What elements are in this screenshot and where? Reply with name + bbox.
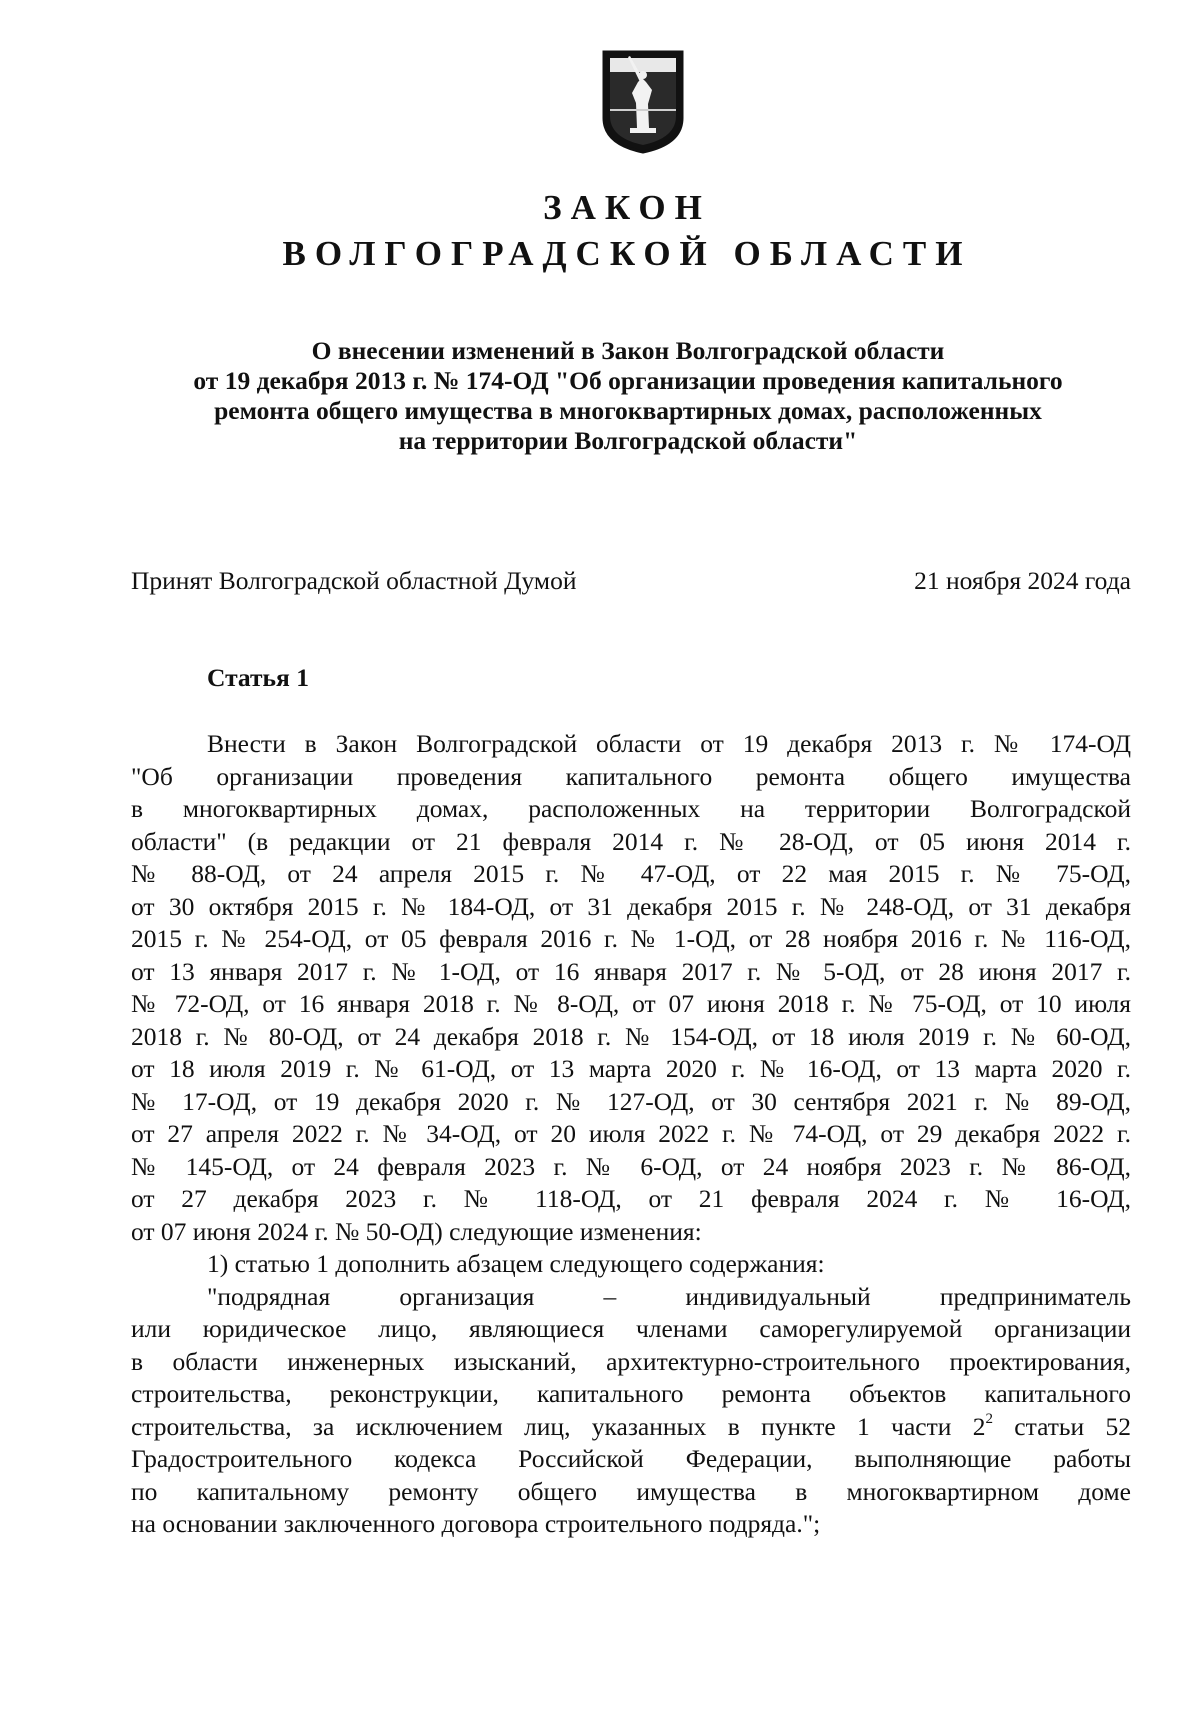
body-line: 2015 г. № 254-ОД, от 05 февраля 2016 г. № 1-ОД, от 28 ноября 2016 г. № 116-ОД, [131,924,1131,953]
body-line: Внести в Закон Волгоградской области от 19 декабря 2013 г. № 174-ОД [207,729,1131,758]
quote-line-text: статьи 52 [992,1411,1131,1441]
body-line: области" (в редакции от 21 февраля 2014 г. № 28-ОД, от 05 июня 2014 г. [131,826,1131,856]
superscript: 2 [985,1411,993,1427]
heading-line: от 19 декабря 2013 г. № 174-ОД "Об организации проведения капитального [193,366,1063,395]
quote-line: в области инженерных изысканий, архитектурно-строительного проектирования, [131,1346,1131,1376]
article-title: Статья 1 [207,663,309,692]
body-line: от 18 июля 2019 г. № 61-ОД, от 13 марта 2020 г. № 16-ОД, от 13 марта 2020 г. [131,1054,1131,1083]
adopted-by: Принят Волгоградской областной Думой [131,566,577,595]
body-line: 2018 г. № 80-ОД, от 24 декабря 2018 г. № 154-ОД, от 18 июля 2019 г. № 60-ОД, [131,1021,1131,1051]
quote-line: на основании заключенного договора строительного подряда."; [131,1509,821,1538]
heading-line: О внесении изменений в Закон Волгоградской области [311,336,945,365]
quote-line: "подрядная организация – индивидуальный предприниматель [207,1281,1131,1311]
item-1: 1) статью 1 дополнить абзацем следующего содержания: [207,1249,825,1278]
law-heading [130,336,1126,456]
body-line: № 72-ОД, от 16 января 2018 г. № 8-ОД, от 07 июня 2018 г. № 75-ОД, от 10 июля [131,989,1131,1018]
quote-line [131,1411,1131,1444]
body-line: от 13 января 2017 г. № 1-ОД, от 16 января 2017 г. № 5-ОД, от 28 июня 2017 г. [131,956,1131,986]
quote-line: или юридическое лицо, являющиеся членами саморегулируемой организации [131,1314,1131,1343]
body-line: от 07 июня 2024 г. № 50-ОД) следующие изменения: [131,1216,702,1246]
body-line: № 17-ОД, от 19 декабря 2020 г. № 127-ОД, от 30 сентября 2021 г. № 89-ОД, [131,1086,1131,1116]
body-line: от 30 октября 2015 г. № 184-ОД, от 31 декабря 2015 г. № 248-ОД, от 31 декабря [131,891,1131,921]
body-line: № 88-ОД, от 24 апреля 2015 г. № 47-ОД, от 22 мая 2015 г. № 75-ОД, [131,859,1131,888]
heading-line: ремонта общего имущества в многоквартирных домах, расположенных [214,396,1042,425]
body-line: в многоквартирных домах, расположенных на территории Волгоградской [131,794,1131,823]
body-line: "Об организации проведения капитального ремонта общего имущества [131,761,1131,791]
law-title: ЗАКОН [543,188,711,227]
quote-line: строительства, реконструкции, капитального ремонта объектов капитального [131,1379,1131,1408]
quote-line-text: строительства, за исключением лиц, указанных в пункте 1 части 2 [131,1411,986,1441]
body-line: от 27 апреля 2022 г. № 34-ОД, от 20 июля 2022 г. № 74-ОД, от 29 декабря 2022 г. [131,1119,1131,1148]
volgograd-coat-of-arms-icon [600,48,686,154]
law-region: ВОЛГОГРАДСКОЙ ОБЛАСТИ [282,234,972,273]
adopted-date: 21 ноября 2024 года [914,566,1131,595]
quote-line: Градостроительного кодекса Российской Федерации, выполняющие работы [131,1444,1131,1473]
article-body [131,728,1131,1541]
heading-line: на территории Волгоградской области" [398,426,858,455]
body-line: № 145-ОД, от 24 февраля 2023 г. № 6-ОД, от 24 ноября 2023 г. № 86-ОД, [131,1151,1131,1181]
body-line: от 27 декабря 2023 г. № 118-ОД, от 21 февраля 2024 г. № 16-ОД, [131,1184,1131,1213]
quote-line: по капитальному ремонту общего имущества в многоквартирном доме [131,1476,1131,1506]
